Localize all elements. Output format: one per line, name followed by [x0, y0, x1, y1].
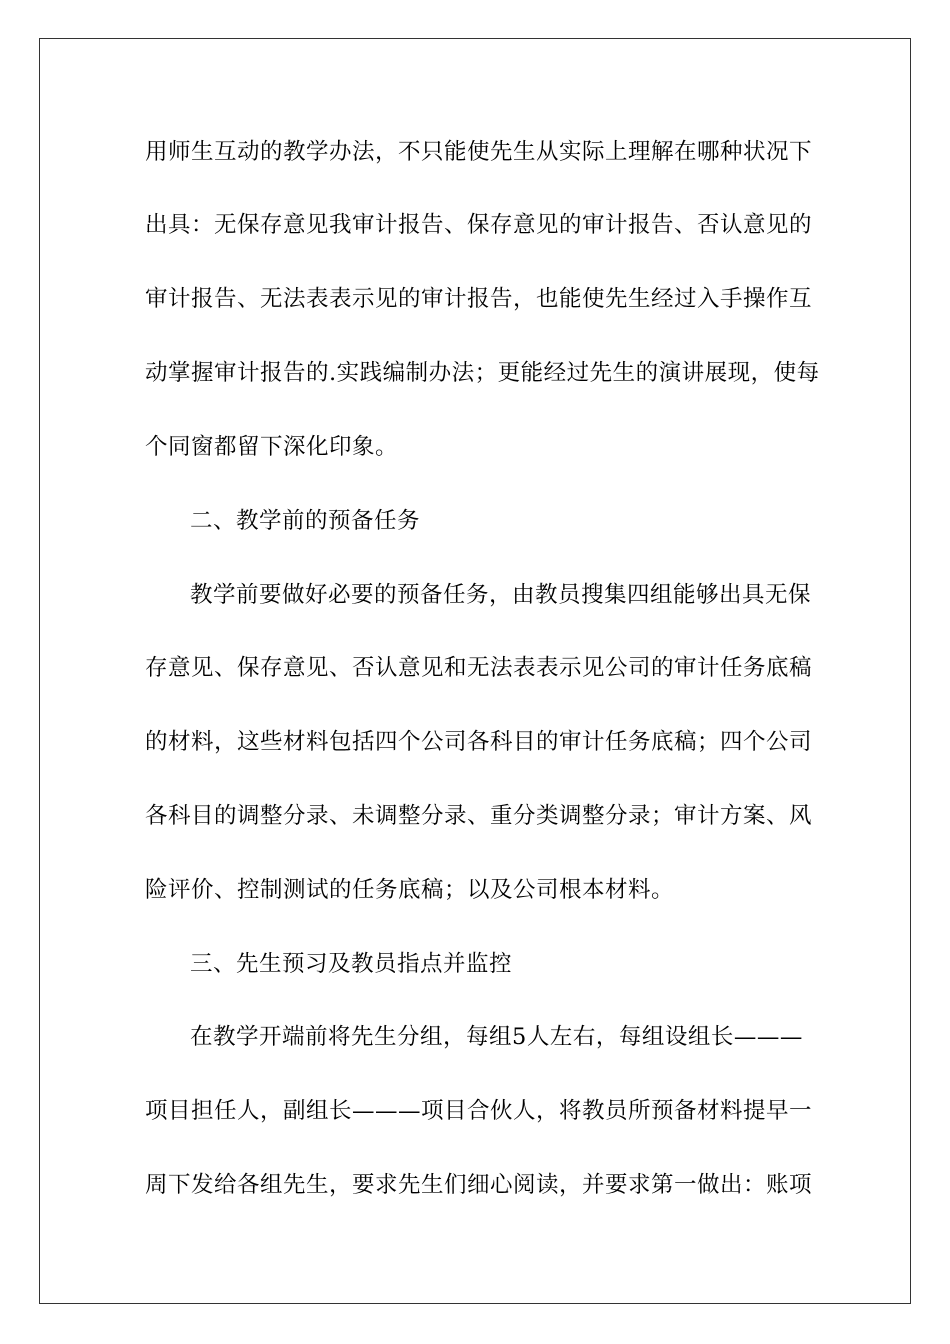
- body-text-line: 各科目的调整分录、未调整分录、重分类调整分录；审计方案、风: [145, 803, 813, 829]
- body-text-line: 项目担任人，副组长———项目合伙人，将教员所预备材料提早一: [145, 1098, 813, 1124]
- body-text-line: 的材料，这些材料包括四个公司各科目的审计任务底稿；四个公司: [145, 729, 813, 755]
- body-text-line: 存意见、保存意见、否认意见和无法表表示见公司的审计任务底稿: [145, 655, 813, 681]
- body-text-line: 出具：无保存意见我审计报告、保存意见的审计报告、否认意见的: [145, 212, 813, 238]
- body-text-line: 险评价、控制测试的任务底稿；以及公司根本材料。: [145, 877, 675, 903]
- body-text-line: 教学前要做好必要的预备任务，由教员搜集四组能够出具无保: [190, 582, 812, 608]
- body-text-line: 在教学开端前将先生分组，每组5人左右，每组设组长———: [190, 1024, 803, 1050]
- body-text-line: 审计报告、无法表表示见的审计报告，也能使先生经过入手操作互: [145, 286, 813, 312]
- section-heading: 二、教学前的预备任务: [190, 508, 421, 534]
- body-text-line: 周下发给各组先生，要求先生们细心阅读，并要求第一做出：账项: [145, 1172, 813, 1198]
- body-text-line: 用师生互动的教学办法，不只能使先生从实际上理解在哪种状况下: [145, 139, 813, 165]
- body-text-line: 动掌握审计报告的.实践编制办法；更能经过先生的演讲展现，使每: [145, 360, 820, 386]
- section-heading: 三、先生预习及教员指点并监控: [190, 951, 513, 977]
- body-text-line: 个同窗都留下深化印象。: [145, 434, 399, 460]
